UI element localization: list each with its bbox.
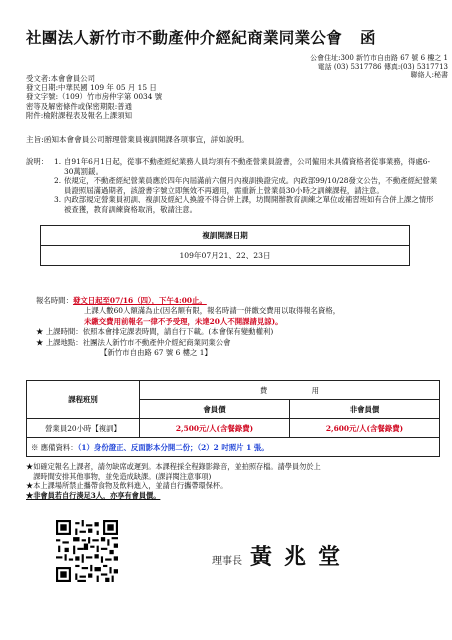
doc-number: 發文字號:（109）竹市房仲字第 0034 號: [26, 92, 163, 102]
class-time-label: ★ 上課時間：: [36, 327, 83, 337]
doc-type: 函: [360, 28, 376, 47]
nonmember-price: 2,600元/人(含餐錄費): [290, 419, 440, 438]
registration-block: [36, 296, 436, 358]
class-place-address: 【新竹市自由路 67 號 6 樓之 1】: [100, 348, 212, 358]
course-column-header: 課程班別: [27, 381, 140, 419]
phone-fax: 電話 (03) 5317786 傳真:(03) 5317713: [317, 62, 448, 71]
note-line: ★如確定報名上課者，請勿缺席或遲到。本課程採全程錄影錄音，並拍照存檔。請學員勿於上: [26, 462, 321, 471]
fee-table: [26, 380, 440, 457]
member-price: 2,500元/人(含餐錄費): [140, 419, 290, 438]
required-documents: [27, 438, 440, 457]
schedule-dates: 109年07月21、22、23日: [41, 246, 410, 266]
explanation: [26, 157, 438, 215]
required-documents-label: ※ 應備資料：: [31, 442, 78, 452]
nonmember-price-header: 非會員價: [290, 400, 440, 419]
class-place-label: ★ 上課地點：: [36, 337, 83, 347]
class-time-text: 依照本會排定課表時間，請自行下載。(本會保有變動權利): [82, 327, 274, 337]
fee-column-header: 費 用: [140, 381, 440, 400]
note-line: 課時間安排其他事物，並免造成缺課。(課詳閱注意事項): [26, 471, 212, 481]
chair-title: 理事長: [212, 556, 242, 567]
qr-code-icon: [56, 520, 118, 582]
member-price-header: 會員價: [140, 400, 290, 419]
address: 公會住址:300 新竹市自由路 67 號 6 樓之 1: [310, 54, 448, 62]
note-line: ★非會員若自行湊足3人，亦享有會員價。: [26, 490, 161, 500]
registration-payment-rule: 未繳交費用前報名一律不予受理，未達20人不開課請見諒)。: [84, 316, 283, 326]
chair-name: 黃兆堂: [250, 544, 353, 570]
subject: 主旨:函知本會會員公司辦理營業員複訓開課各項事宜，詳如說明。: [26, 135, 249, 144]
course-name: 營業員20小時【複訓】: [27, 419, 140, 438]
schedule-table: [40, 225, 410, 266]
explanation-lead: 說明：: [26, 157, 49, 166]
note-line: ★本上課場所禁止攜帶食物及飲料進入，並請自行攜帶環保杯。: [26, 481, 228, 491]
registration-capacity: 上課人數60人額滿為止(因名額有限，報名時請一併繳交費用以取得報名資格，: [84, 306, 341, 316]
explanation-item: 說明： 1. 自91年6月1日起，從事不動產經紀業務人員均須有不動產營業員證書，公司僱用未具備資格者從事業務，得處6-30萬罰鍰。: [26, 157, 430, 176]
registration-deadline: 發文日起至07/16（四），下午4:00止。: [72, 296, 207, 305]
confidentiality: 密等及解密條件或保密期限:普通: [26, 101, 132, 111]
registration-label: 報名時間：: [36, 296, 73, 305]
required-documents-text: （1）身份證正、反面影本分開二份；（2）2 吋照片 1 張。: [77, 442, 269, 452]
recipient: 受文者:本會會員公司: [26, 74, 96, 83]
doc-title: [26, 26, 376, 48]
schedule-header: 複訓開課日期: [41, 226, 410, 246]
contact-person: 聯絡人:秘書: [410, 71, 448, 80]
explanation-item: 2. 依規定，不動產經紀營業員應於四年內屆滿前六個月內複訓換證完成。內政部99/10/28發文公告，不動產經紀營業員證照屆滿過期者，該證書字號立即無效不再適用，需重新上營業員30小時之訓練課程，請注意。: [54, 176, 438, 195]
explanation-item: 3. 內政部規定營業員初訓、複訓及經紀人換證不得合併上課，坊間開辦教育訓練之單位或補習班如有合併上課之情形被查獲，教育訓練資格取消，敬請注意。: [54, 195, 434, 214]
class-place-text: 社團法人新竹市不動產仲介經紀商業同業公會: [82, 337, 231, 347]
signature: [212, 540, 352, 571]
notes-block: [26, 462, 440, 500]
meta-block: [26, 74, 162, 120]
attachment: 附件:檢附課程表及報名上課須知: [26, 110, 132, 120]
association-name: 社團法人新竹市不動產仲介經紀商業同業公會: [26, 28, 343, 47]
contact-block: [300, 54, 448, 80]
issue-date: 發文日期:中華民國 109 年 05 月 15 日: [26, 83, 157, 93]
